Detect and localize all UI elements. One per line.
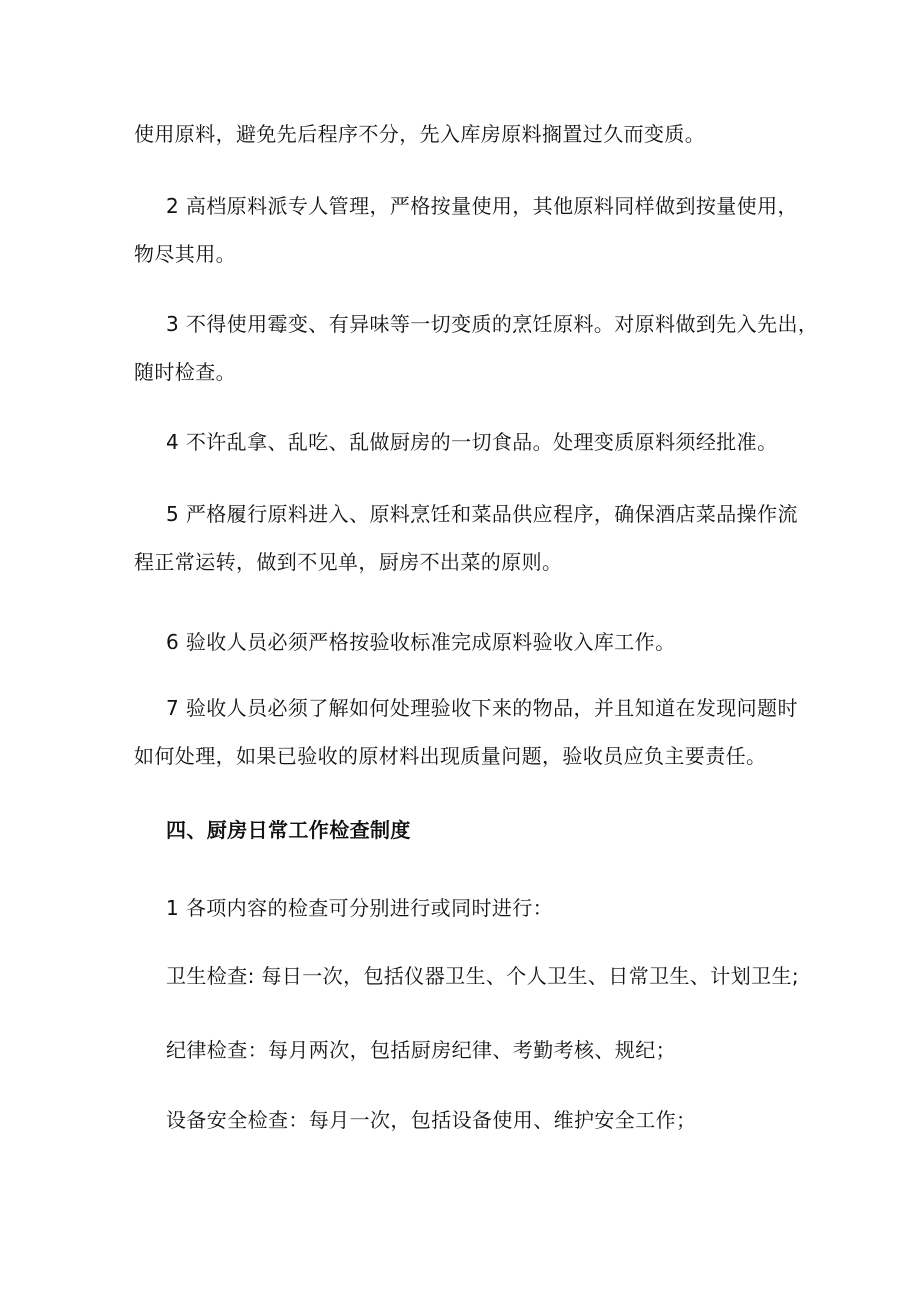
text-line: 2 高档原料派专人管理，严格按量使用，其他原料同样做到按量使用， <box>166 194 798 218</box>
paragraph-equipment-check <box>134 1096 806 1144</box>
paragraph-item-2 <box>134 182 806 278</box>
text-line: 7 验收人员必须了解如何处理验收下来的物品，并且知道在发现问题时 <box>166 696 798 720</box>
paragraph-item-3 <box>134 300 819 396</box>
paragraph-item-4 <box>134 418 806 466</box>
paragraph-continuation <box>134 110 806 158</box>
text-line: 卫生检查: 每日一次，包括仪器卫生、个人卫生、日常卫生、计划卫生; <box>166 964 800 988</box>
text-line: 如何处理，如果已验收的原材料出现质量问题，验收员应负主要责任。 <box>134 744 767 768</box>
text-line: 5 严格履行原料进入、原料烹饪和菜品供应程序，确保酒店菜品操作流 <box>166 502 798 526</box>
section-heading <box>134 806 806 854</box>
text-line: 使用原料，避免先后程序不分，先入库房原料搁置过久而变质。 <box>134 122 706 146</box>
text-line: 物尽其用。 <box>134 242 236 266</box>
text-line: 纪律检查：每月两次，包括厨房纪律、考勤考核、规纪； <box>166 1038 676 1062</box>
paragraph-item-6 <box>134 618 806 666</box>
heading-text: 四、厨房日常工作检查制度 <box>166 818 411 842</box>
paragraph-item-7 <box>134 684 806 780</box>
text-line: 3 不得使用霉变、有异味等一切变质的烹饪原料。对原料做到先入先出， <box>166 312 819 336</box>
text-line: 程正常运转，做到不见单，厨房不出菜的原则。 <box>134 550 563 574</box>
paragraph-check-item-1 <box>134 884 806 932</box>
paragraph-discipline-check <box>134 1026 806 1074</box>
text-line: 4 不许乱拿、乱吃、乱做厨房的一切食品。处理变质原料须经批准。 <box>166 430 778 454</box>
text-line: 随时检查。 <box>134 360 236 384</box>
text-line: 设备安全检查：每月一次，包括设备使用、维护安全工作； <box>166 1108 697 1132</box>
text-line: 6 验收人员必须严格按验收标准完成原料验收入库工作。 <box>166 630 676 654</box>
paragraph-hygiene-check <box>134 952 806 1000</box>
text-line: 1 各项内容的检查可分别进行或同时进行： <box>166 896 554 920</box>
paragraph-item-5 <box>134 490 806 586</box>
